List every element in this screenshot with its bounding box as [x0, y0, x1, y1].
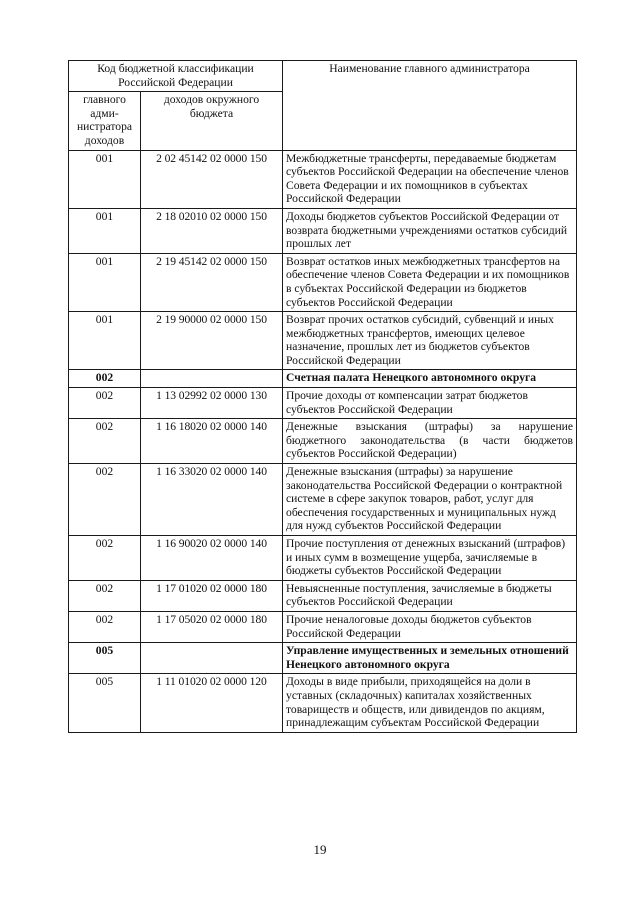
administrator-name-cell: Доходы в виде прибыли, приходящейся на доли в уставных (складочных) капиталах хозяйственных товариществ и обществ, или дивидендов по акциям, принадлежащим субъектам Российской Федерации [283, 674, 577, 732]
admin-code-cell: 002 [69, 370, 141, 388]
table-row-section [69, 643, 577, 674]
administrator-name-cell: Прочие неналоговые доходы бюджетов субъектов Российской Федерации [283, 611, 577, 642]
admin-code-cell: 005 [69, 643, 141, 674]
administrator-name-cell: Межбюджетные трансферты, передаваемые бюджетам субъектов Российской Федерации на обеспечение членов Совета Федерации и их помощников в субъектах Российской Федерации [283, 150, 577, 208]
income-code-cell: 1 16 18020 02 0000 140 [141, 419, 283, 464]
header-district-budget-income: доходов окружного бюджета [141, 92, 283, 150]
admin-code-cell: 002 [69, 580, 141, 611]
table-row [69, 150, 577, 208]
administrator-name-cell: Возврат остатков иных межбюджетных трансфертов на обеспечение членов Совета Федерации и их помощников в субъектах Российской Федерации из бюджетов субъектов Российской Федерации [283, 253, 577, 311]
table-header [69, 61, 577, 151]
income-code-cell [141, 643, 283, 674]
income-code-cell: 2 02 45142 02 0000 150 [141, 150, 283, 208]
table-row [69, 388, 577, 419]
admin-code-cell: 002 [69, 419, 141, 464]
administrator-name-cell: Невыясненные поступления, зачисляемые в бюджеты субъектов Российской Федерации [283, 580, 577, 611]
header-main-administrator: главного адми-нистратора доходов [69, 92, 141, 150]
table-body [69, 150, 577, 732]
admin-code-cell: 001 [69, 150, 141, 208]
table-row-section [69, 370, 577, 388]
admin-code-cell: 001 [69, 312, 141, 370]
admin-code-cell: 005 [69, 674, 141, 732]
budget-classification-table [68, 60, 577, 733]
table-row [69, 536, 577, 581]
admin-code-cell: 002 [69, 611, 141, 642]
administrator-name-cell: Доходы бюджетов субъектов Российской Федерации от возврата бюджетными учреждениями остатков субсидий прошлых лет [283, 208, 577, 253]
admin-code-cell: 002 [69, 388, 141, 419]
administrator-name-cell: Счетная палата Ненецкого автономного округа [283, 370, 577, 388]
income-code-cell: 1 13 02992 02 0000 130 [141, 388, 283, 419]
administrator-name-cell: Денежные взыскания (штрафы) за нарушение бюджетного законодательства (в части бюджетов субъектов Российской Федерации) [283, 419, 577, 464]
administrator-name-cell: Прочие поступления от денежных взысканий (штрафов) и иных сумм в возмещение ущерба, зачисляемые в бюджеты субъектов Российской Федерации [283, 536, 577, 581]
income-code-cell: 1 17 01020 02 0000 180 [141, 580, 283, 611]
administrator-name-cell: Прочие доходы от компенсации затрат бюджетов субъектов Российской Федерации [283, 388, 577, 419]
table-row [69, 674, 577, 732]
admin-code-cell: 001 [69, 208, 141, 253]
income-code-cell: 1 17 05020 02 0000 180 [141, 611, 283, 642]
income-code-cell: 1 16 33020 02 0000 140 [141, 464, 283, 536]
table-row [69, 580, 577, 611]
header-classification-group: Код бюджетной классификации Российской Федерации [69, 61, 283, 92]
administrator-name-cell: Денежные взыскания (штрафы) за нарушение законодательства Российской Федерации о контрактной системе в сфере закупок товаров, работ, услуг для обеспечения государственных и муниципальных нужд для нужд субъектов Российской Федерации [283, 464, 577, 536]
income-code-cell: 1 16 90020 02 0000 140 [141, 536, 283, 581]
table-row [69, 611, 577, 642]
admin-code-cell: 001 [69, 253, 141, 311]
header-administrator-name: Наименование главного администратора [283, 61, 577, 151]
admin-code-cell: 002 [69, 536, 141, 581]
table-row [69, 208, 577, 253]
income-code-cell: 2 19 90000 02 0000 150 [141, 312, 283, 370]
income-code-cell: 2 19 45142 02 0000 150 [141, 253, 283, 311]
income-code-cell: 2 18 02010 02 0000 150 [141, 208, 283, 253]
income-code-cell [141, 370, 283, 388]
table-row [69, 464, 577, 536]
table-row [69, 312, 577, 370]
table-row [69, 253, 577, 311]
administrator-name-cell: Возврат прочих остатков субсидий, субвенций и иных межбюджетных трансфертов, имеющих целевое назначение, прошлых лет из бюджетов субъектов Российской Федерации [283, 312, 577, 370]
admin-code-cell: 002 [69, 464, 141, 536]
table-row [69, 419, 577, 464]
income-code-cell: 1 11 01020 02 0000 120 [141, 674, 283, 732]
administrator-name-cell: Управление имущественных и земельных отношений Ненецкого автономного округа [283, 643, 577, 674]
page-number: 19 [313, 842, 327, 857]
